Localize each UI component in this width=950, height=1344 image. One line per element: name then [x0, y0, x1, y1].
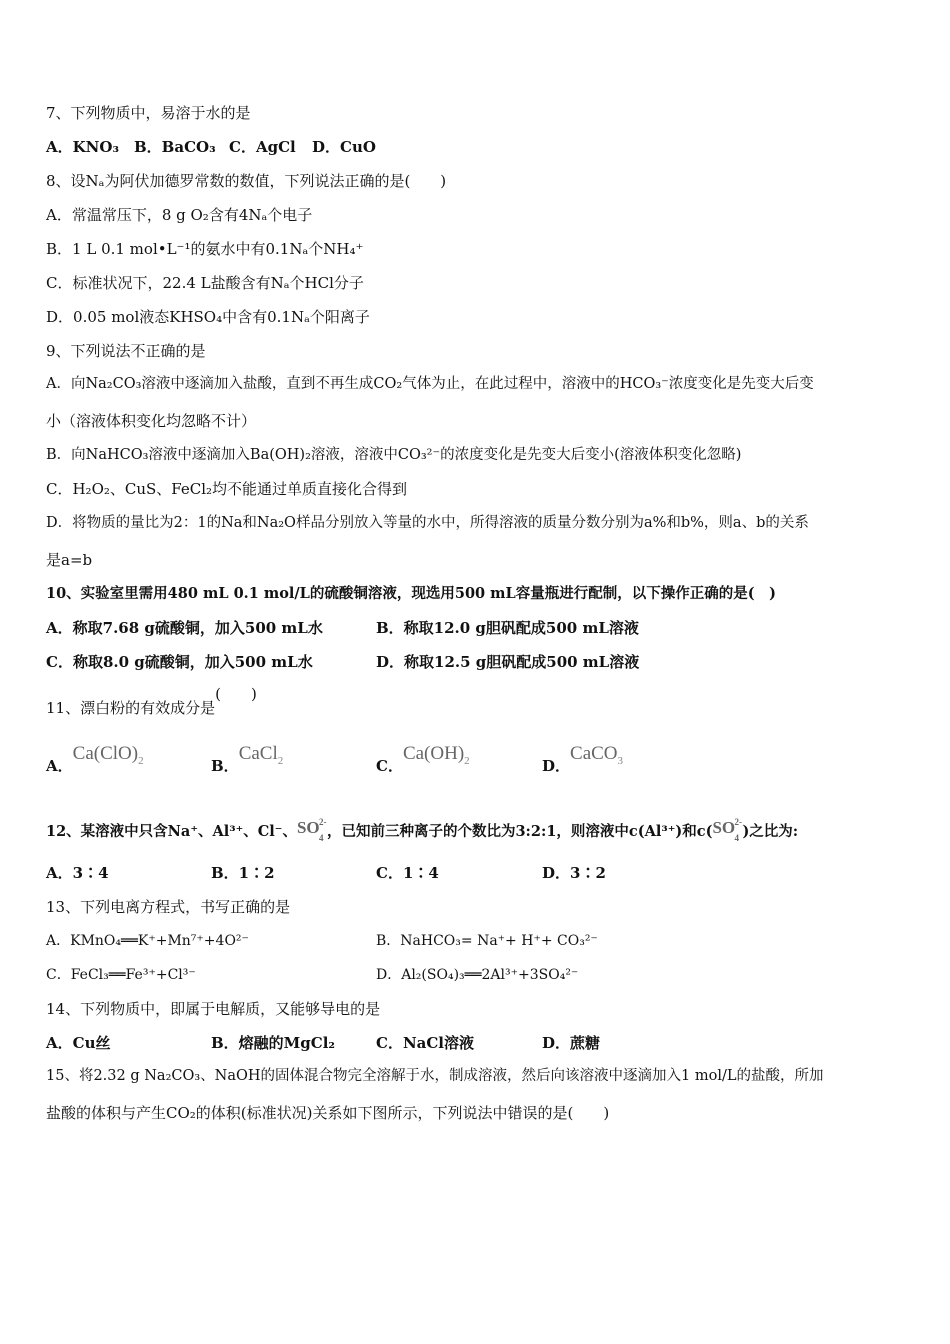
q11-option-c-label: C． [376, 757, 403, 775]
q15-stem-line1: 15、将2.32 g Na₂CO₃、NaOH的固体混合物完全溶解于水，制成溶液，然后向该溶液中逐滴加入1 mol/L的盐酸，所加 [46, 1068, 824, 1084]
q12-stem-part1: 12、某溶液中只含Na⁺、Al³⁺、Cl⁻、 [46, 823, 297, 840]
q10-stem: 10、实验室里需用480 mL 0.1 mol/L的硫酸铜溶液，现选用500 mL容量瓶进行配制，以下操作正确的是( ) [46, 585, 776, 602]
q9-stem: 9、下列说法不正确的是 [46, 342, 206, 360]
q9-option-a-line2: 小（溶液体积变化均忽略不计） [46, 412, 257, 430]
q11-option-b-label: B． [211, 757, 239, 775]
q8-option-d: D．0.05 mol液态KHSO₄中含有0.1Nₐ个阳离子 [46, 308, 370, 326]
q12-stem [46, 812, 798, 842]
q7-stem: 7、下列物质中，易溶于水的是 [46, 104, 251, 122]
q10-option-d: D．称取12.5 g胆矾配成500 mL溶液 [376, 653, 640, 671]
q9-option-b: B．向NaHCO₃溶液中逐滴加入Ba(OH)₂溶液，溶液中CO₃²⁻的浓度变化是先变大后变小(溶液体积变化忽略) [46, 447, 742, 463]
q12-stem-part2: ，已知前三种离子的个数比为3:2:1，则溶液中c(Al³⁺)和c( [326, 823, 713, 840]
q9-option-c: C．H₂O₂、CuS、FeCl₂均不能通过单质直接化合得到 [46, 480, 408, 498]
q12-option-a: A．3∶4 [46, 864, 109, 882]
q11-option-c [376, 743, 470, 775]
q13-option-d: D．Al₂(SO₄)₃══2Al³⁺+3SO₄²⁻ [376, 967, 579, 983]
q13-stem: 13、下列电离方程式，书写正确的是 [46, 898, 291, 916]
q9-option-d-line2: 是a=b [46, 551, 93, 569]
q10-option-a: A．称取7.68 g硫酸铜，加入500 mL水 [46, 619, 323, 637]
q12-option-d: D．3∶2 [542, 864, 606, 882]
q10-option-c: C．称取8.0 g硫酸铜，加入500 mL水 [46, 653, 313, 671]
q14-option-c: C．NaCl溶液 [376, 1034, 475, 1052]
q13-option-b: B．NaHCO₃= Na⁺+ H⁺+ CO₃²⁻ [376, 933, 598, 949]
q8-stem: 8、设Nₐ为阿伏加德罗常数的数值，下列说法正确的是( ) [46, 172, 447, 190]
q11-option-d-label: D． [542, 757, 571, 775]
q12-option-b: B．1∶2 [211, 864, 275, 882]
q9-option-d-line1: D．将物质的量比为2：1的Na和Na₂O样品分别放入等量的水中，所得溶液的质量分数分别为a%和b%，则a、b的关系 [46, 515, 809, 531]
q7-option-d: D．CuO [312, 138, 376, 156]
q11-answer-paren: ( ) [215, 685, 257, 703]
q11-formula-a: $Ca(ClO)_2$ [72, 743, 144, 767]
q10-option-b: B．称取12.0 g胆矾配成500 mL溶液 [376, 619, 639, 637]
q13-option-c: C．FeCl₃══Fe³⁺+Cl³⁻ [46, 967, 196, 983]
q9-option-a-line1: A．向Na₂CO₃溶液中逐滴加入盐酸，直到不再生成CO₂气体为止，在此过程中，溶液中的HCO₃⁻浓度变化是先变大后变 [46, 376, 814, 392]
q13-option-a: A．KMnO₄══K⁺+Mn⁷⁺+4O²⁻ [46, 933, 249, 949]
q7-option-a: A．KNO₃ [46, 138, 120, 156]
q11-option-a [46, 743, 144, 775]
q14-option-a: A．Cu丝 [46, 1034, 111, 1052]
q12-stem-part3: )之比为: [742, 823, 799, 840]
q12-option-c: C．1∶4 [376, 864, 439, 882]
q11-stem [46, 685, 257, 718]
q11-option-d [542, 743, 624, 775]
q7-option-b: B．BaCO₃ [134, 138, 216, 156]
q8-option-a: A．常温常压下，8 g O₂含有4Nₐ个电子 [46, 206, 313, 224]
q8-option-c: C．标准状况下，22.4 L盐酸含有Nₐ个HCl分子 [46, 274, 364, 292]
q11-stem-text: 11、漂白粉的有效成分是 [46, 699, 216, 717]
q8-option-b: B．1 L 0.1 mol•L⁻¹的氨水中有0.1Nₐ个NH₄⁺ [46, 240, 364, 258]
q7-option-c: C．AgCl [229, 138, 296, 156]
q11-option-a-label: A． [46, 757, 73, 775]
q11-formula-d: CaCO$_3$ [570, 743, 624, 767]
sulfate-ion-formula: SO 2- 4 [296, 817, 327, 843]
sulfate-ion-formula: SO 2- 4 [712, 817, 742, 843]
q14-option-d: D．蔗糖 [542, 1034, 601, 1052]
q11-formula-c: $Ca(OH)_2$ [402, 743, 470, 767]
q11-formula-b: CaCl$_2$ [238, 743, 284, 767]
q14-stem: 14、下列物质中，即属于电解质，又能够导电的是 [46, 1000, 381, 1018]
q11-option-b [211, 743, 284, 775]
q14-option-b: B．熔融的MgCl₂ [211, 1034, 335, 1052]
q15-stem-line2: 盐酸的体积与产生CO₂的体积(标准状况)关系如下图所示，下列说法中错误的是( ) [46, 1104, 610, 1122]
